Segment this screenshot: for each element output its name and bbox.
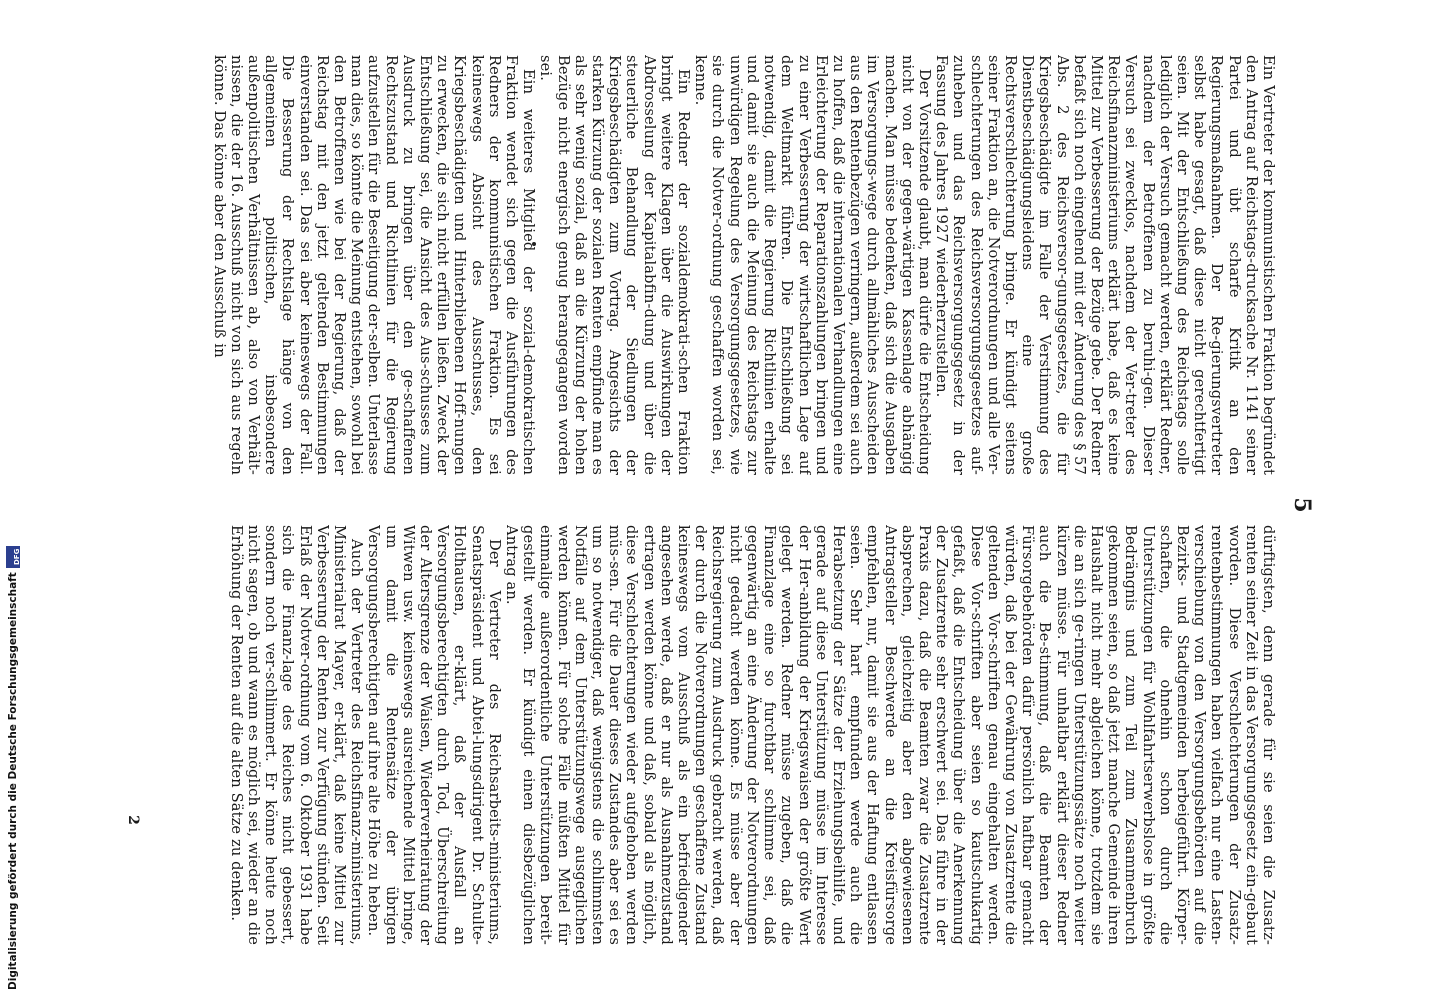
digitization-credit: [4, 520, 22, 990]
paragraph: Der Vertreter des Reichsarbeits-ministeriums, Senatspräsident und Abtei-lungsdirigent Dr. Schulte-Holthausen, er-klärt, daß der Ausfall an Versorgungsberechtigten durch Tod, Überschreitung der Altersgrenze der Waisen, Wiederverheiratung der Witwen usw. keineswegs ausreichende Mittel bringe, um damit die Rentensätze der übrigen Versorgungsberechtigten auf ihre alte Höhe zu heben.: [365, 525, 503, 945]
paragraph: Ein Vertreter der kommunistischen Fraktion begründet den Antrag auf Reichstags-drucksache Nr. 1141 seiner Partei und übt scharfe Kritik an den Regierungsmaßnahmen. Der Re-gierungsvertreter selbst habe gesagt, daß diese nicht gerechtfertigt seien. Mit der Entschließung des Reichstags solle lediglich der Versuch gemacht werden, erklärt Redner, nachdem der Betroffenen zu beruhi-gen. Dieser Versuch sei zwecklos, nachdem der Ver-treter des Reichsfinanzministeriums erklärt habe, daß es keine Mittel zur Verbesserung der Bezüge gebe. Der Redner befaßt sich noch eingehend mit der Änderung des § 57 Abs. 2 des Reichsversor-gungsgesetzes, die für Kriegsbeschädigte im Falle der Verstimmung des Dienstbeschädigungsleidens eine große Rechtsverschlechterung bringe. Er kündigt seitens seiner Fraktion an, die Notverordnungen und alle Ver-schlechterungen des Reichsversorgungsgesetzes auf-zuheben und das Reichsversorgungsgesetz in der Fassung des Jahres 1927 wiederherzustellen.: [933, 55, 1277, 475]
paragraph: Der Vorsitzende glaubt, man dürfe die Entscheidung nicht von der gegen-wärtigen Kassenlage abhängig machen. Man müsse bedenken, daß sich die Ausgaben im Versorgungs-wege durch allmähliches Ausscheiden aus den Rentenbezügen verringern, außerdem sei auch zu hoffen, daß die internationalen Verhandlungen eine Erleichterung der Reparationszahlungen bringen und zu einer Verbesserung der wirtschaftlichen Lage auf dem Weltmarkt führen. Die Entschließung sei notwendig, damit die Regierung Richtlinien erhalte und damit sie auch die Meinung des Reichstags zur unwürdigen Regelung des Versorgungsgesetzes, wie sie durch die Notver-ordnung geschaffen worden sei, kenne.: [692, 55, 933, 475]
credit-text: Digitalisierung gefördert durch die Deutsche Forschungsgemeinschaft: [7, 572, 19, 990]
paragraph: dürftigsten, denn gerade für sie seien die Zusatz-renten seiner Zeit in das Versorgungsgesetz ein-gebaut worden. Diese Verschlechterungen der Zusatz-rentenbestimmungen haben vielfach nur eine Lasten-verschiebung von den Versorgungsbehörden auf die Bezirks- und Stadtgemeinden herbeigeführt. Körper-schaften, die ohnehin schon durch die Unterstützungen für Wohlfahrtserwerbslose in größte Bedrängnis und zum Teil zum Zusammenbruch gekommen seien, so daß jetzt manche Gemeinde ihren Haushalt nicht mehr abgleichen könne, trotzdem sie die an sich ge-ringen Unterstützungssätze noch weiter kürzen müsse. Für unhaltbar erklärt dieser Redner auch die Be-stimmung, daß die Beamten der Fürsorgebehörden dafür persönlich haftbar gemacht würden, daß bei der Gewährung von Zusatzrente die geltenden Vor-schriften genau eingehalten werden. Diese Vor-schriften aber seien so kautschukartig gefaßt, daß die Entscheidung über die Anerkennung der Zusatzrente sehr erschwert sei. Das führe in der Praxis dazu, daß die Beamten zwar die Zusatzrente absprechen, gleichzeitig aber den abgewiesenen Antragsteller Beschwerde an die Kreisfürsorge empfehlen, nur, damit sie aus der Haftung entlassen seien. Sehr hart empfunden werde auch die Herabsetzung der Sätze der Erziehungsbeihilfe, und gerade auf diese Unterstützung müsse im Interesse der Her-anbildung der Kriegswaisen der größte Wert gelegt werden. Redner müsse zugeben, daß die Finanzlage eine so furchtbar schlimme sei, daß gegenwärtig an eine Änderung der Notverordnungen nicht gedacht werden könne. Es müsse aber der Reichsregierung zum Ausdruck gebracht werden, daß der durch die Notverordnungen geschaffene Zustand keineswegs vom Ausschuß als ein befriedigender angesehen werde, daß er nur als Ausnahmezustand ertragen werden könne und daß, sobald als möglich, diese Verschlechterungen wieder aufgehoben werden müs-sen. Für die Dauer dieses Zustandes aber sei es um so notwendiger, daß wenigstens die schlimmsten Notfälle auf dem Unterstützungswege ausgeglichen werden können. Für solche Fälle müßten Mittel für einmalige außerordentliche Unterstützungen bereit-gestellt werden. Er kündigt einen diesbezüglichen Antrag an.: [503, 525, 1277, 945]
text-column-right: [177, 525, 1277, 945]
paragraph: Ein Redner der sozialdemokrati-schen Fraktion bringt weitere Klagen über die Auswirkungen der Abdrosselung der Kapitalabfin-dung und über die steuerliche Behandlung der Siedlungen der Kriegsbeschädigten zum Vortrag. Angesichts der starken Kürzung der sozialen Renten empfinde man es als sehr wenig sozial, daß an die Kürzung der hohen Bezüge nicht energisch genug herangegangen worden sei.: [537, 55, 693, 475]
dfg-logo: DFG: [6, 546, 20, 568]
rotated-text-block: [170, 55, 1315, 945]
text-column-left: [177, 55, 1277, 475]
sheet-number: 2: [124, 815, 141, 825]
page-number: 5: [1289, 497, 1315, 513]
paragraph: Ein weiteres Mitglied der sozial-demokratischen Fraktion wendet sich gegen die Ausführungen des Redners der kommunistischen Fraktion. Es sei keineswegs Absicht des Ausschusses, den Kriegsbeschädigten und Hinterbliebenen Hoff-nungen zu erwecken, die sich nicht erfüllen ließen. Zweck der Entschließung sei, die Ansicht des Aus-schusses zum Ausdruck zu bringen über den ge-schaffenen Rechtszustand und Richtlinien für die Regierung aufzustellen für die Beseitigung der-selben. Unterlasse man dies, so könnte die Meinung entstehen, sowohl bei den Betroffenen wie bei der Regierung, daß der Reichstag mit den jetzt geltenden Bestimmungen einverstanden sei. Das sei aber keineswegs der Fall. Die Besserung der Rechtslage hänge von den allgemeinen politischen, insbesondere außenpolitischen Verhältnissen ab, also von Verhält-nissen, die der 16. Ausschuß nicht von sich aus regeln könne. Das könne aber den Ausschuß in: [210, 55, 538, 475]
paragraph: Auch der Vertreter des Reichsfinanz-ministeriums, Ministerialrat Mayer, er-klärt, daß keine Mittel zur Verbesserung der Renten zur Verfügung stünden. Seit Erlaß der Notver-ordnung vom 6. Oktober 1931 habe sich die Finanz-lage des Reiches nicht gebessert, sondern noch ver-schlimmert. Er könne heute noch nicht sagen, ob und wann es möglich sei, wieder an die Erhöhung der Renten auf die alten Sätze zu denken.: [227, 525, 366, 945]
